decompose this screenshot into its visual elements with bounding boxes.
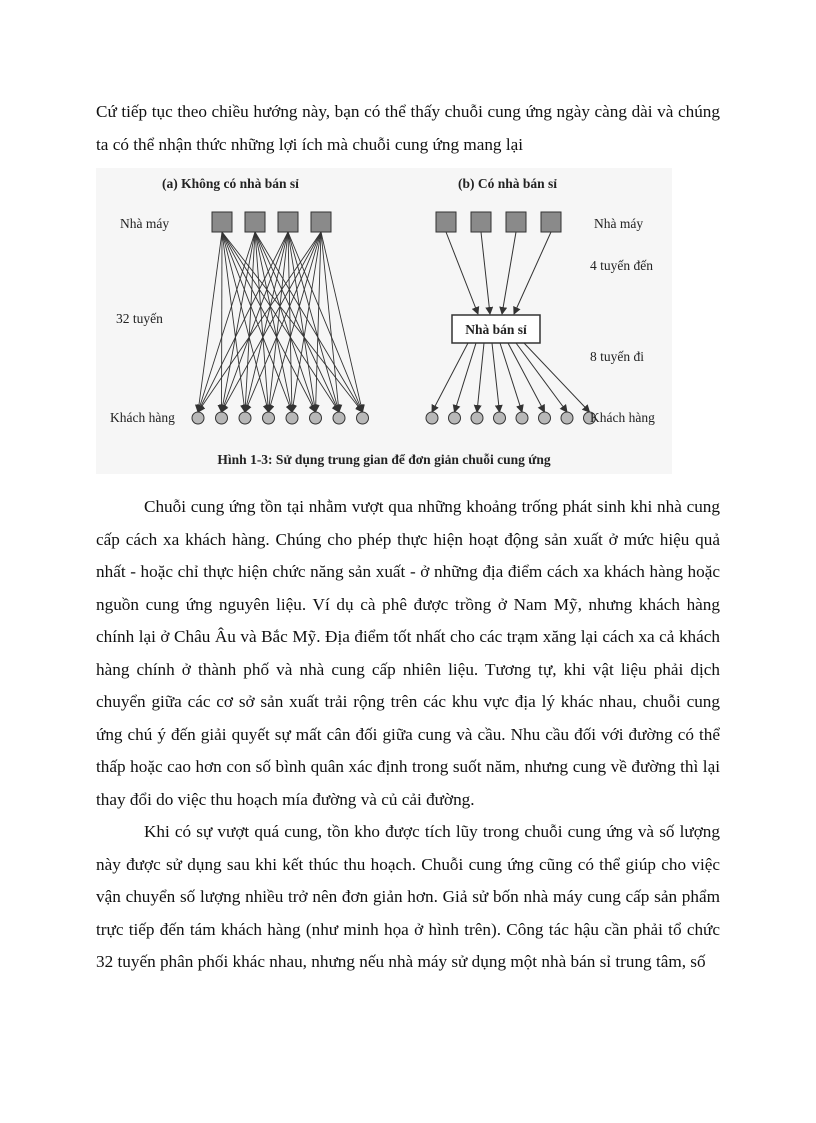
panel-a-customer-4 xyxy=(263,412,275,424)
panel-b-title: (b) Có nhà bán sỉ xyxy=(458,176,558,191)
panel-a-customer-2 xyxy=(216,412,228,424)
panel-b-factory-3 xyxy=(506,212,526,232)
panel-b-factory-1 xyxy=(436,212,456,232)
route-out-6 xyxy=(508,343,545,412)
route-a-4-7 xyxy=(321,232,339,412)
panel-b-routes-out-label: 8 tuyến đi xyxy=(590,349,644,364)
paragraph-intro: Cứ tiếp tục theo chiều hướng này, bạn có thể thấy chuỗi cung ứng ngày càng dài và chúng ta có thể nhận thức những lợi ích mà chuỗi cung ứng mang lại xyxy=(96,102,720,154)
figure-supply-chain xyxy=(96,168,672,474)
panel-a-factory-2 xyxy=(245,212,265,232)
panel-a-routes-label: 32 tuyến xyxy=(116,311,163,326)
route-a-2-5 xyxy=(255,232,292,412)
panel-a-factory-label: Nhà máy xyxy=(120,216,170,231)
panel-a-customer-6 xyxy=(310,412,322,424)
route-a-1-3 xyxy=(222,232,245,412)
panel-b-customer-1 xyxy=(426,412,438,424)
route-a-4-1 xyxy=(198,232,321,412)
route-out-5 xyxy=(500,343,522,412)
panel-a-customer-label: Khách hàng xyxy=(110,410,175,425)
panel-a-factory-4 xyxy=(311,212,331,232)
route-a-3-5 xyxy=(288,232,292,412)
panel-a-customer-3 xyxy=(239,412,251,424)
route-a-1-1 xyxy=(198,232,222,412)
route-a-1-7 xyxy=(222,232,339,412)
route-in-3 xyxy=(502,232,516,314)
panel-b-factory-2 xyxy=(471,212,491,232)
route-a-2-7 xyxy=(255,232,339,412)
route-a-4-3 xyxy=(245,232,321,412)
figure-caption: Hình 1-3: Sử dụng trung gian để đơn giản chuỗi cung ứng xyxy=(217,452,551,467)
route-in-2 xyxy=(481,232,490,314)
panel-b-customer-2 xyxy=(449,412,461,424)
panel-b-customer-3 xyxy=(471,412,483,424)
panel-a-factory-3 xyxy=(278,212,298,232)
route-a-3-8 xyxy=(288,232,363,412)
route-out-2 xyxy=(455,343,477,412)
panel-a-routes xyxy=(198,232,363,412)
route-out-8 xyxy=(524,343,590,412)
wholesaler-label: Nhà bán sỉ xyxy=(465,322,527,337)
panel-b-factory-label: Nhà máy xyxy=(594,216,644,231)
panel-b-factory-4 xyxy=(541,212,561,232)
panel-a-customer-8 xyxy=(357,412,369,424)
panel-a-customer-1 xyxy=(192,412,204,424)
panel-a-title: (a) Không có nhà bán sỉ xyxy=(162,176,299,191)
panel-b-customer-6 xyxy=(539,412,551,424)
paragraph-body-2: Khi có sự vượt quá cung, tồn kho được tích lũy trong chuỗi cung ứng và số lượng này được sử dụng sau khi kết thúc thu hoạch. Chuỗi cung ứng cũng có thể giúp cho việc vận chuyển số lượng nhiều trở nên đơn giản hơn. Giả sử bốn nhà máy cung cấp sản phẩm trực tiếp đến tám khách hàng (như minh họa ở hình trên). Công tác hậu cần phải tổ chức 32 tuyến phân phối khác nhau, nhưng nếu nhà máy sử dụng một nhà bán sỉ trung tâm, số xyxy=(96,822,720,971)
route-out-4 xyxy=(492,343,500,412)
route-in-1 xyxy=(446,232,478,314)
panel-a-customer-5 xyxy=(286,412,298,424)
route-out-7 xyxy=(516,343,567,412)
supply-chain-diagram xyxy=(96,168,672,474)
panel-b-customer-4 xyxy=(494,412,506,424)
paragraph-body-1: Chuỗi cung ứng tồn tại nhằm vượt qua những khoảng trống phát sinh khi nhà cung cấp cách xa khách hàng. Chúng cho phép thực hiện hoạt động sản xuất ở mức hiệu quả nhất - hoặc chỉ thực hiện chức năng sản xuất - ở những địa điểm cách xa khách hàng hoặc nguồn cung ứng nguyên liệu. Ví dụ cà phê được trồng ở Nam Mỹ, nhưng khách hàng chính lại ở Châu Âu và Bắc Mỹ. Địa điểm tốt nhất cho các trạm xăng lại cách xa cả khách hàng chính ở thành phố và nhà cung cấp nhiên liệu. Tương tự, khi vật liệu phải dịch chuyển giữa các cơ sở sản xuất trải rộng trên các khu vực địa lý khác nhau, chuỗi cung ứng chú ý đến giải quyết sự mất cân đối giữa cung và cầu. Nhu cầu đối với đường có thể thấp hoặc cao hơn con số bình quân xác định trong suốt năm, nhưng cung về đường thì lại thay đổi do việc thu hoạch mía đường và củ cải đường. xyxy=(96,497,720,809)
route-out-1 xyxy=(432,343,468,412)
panel-b-customer-5 xyxy=(516,412,528,424)
panel-a-factory-1 xyxy=(212,212,232,232)
route-a-1-2 xyxy=(222,232,223,412)
panel-b-routes-in-label: 4 tuyến đến xyxy=(590,258,653,273)
route-in-4 xyxy=(514,232,551,314)
route-out-3 xyxy=(477,343,484,412)
panel-a-customer-7 xyxy=(333,412,345,424)
panel-b-customer-label: Khách hàng xyxy=(590,410,655,425)
panel-b-customer-7 xyxy=(561,412,573,424)
